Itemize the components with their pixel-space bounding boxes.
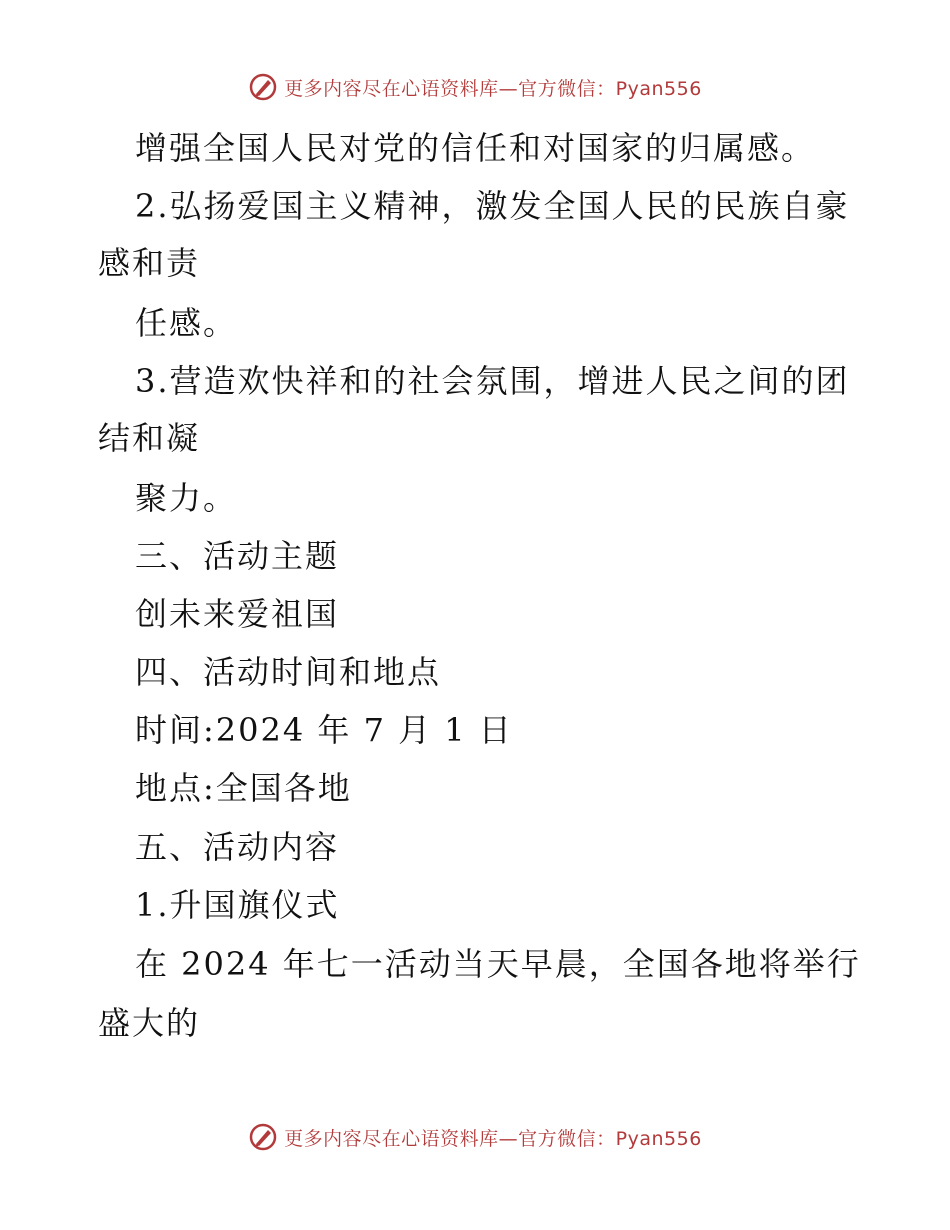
paragraph-line: 在 2024 年七一活动当天早晨，全国各地将举行 bbox=[135, 945, 861, 983]
paragraph-line: 3.营造欢快祥和的社会氛围，增进人民之间的团 bbox=[135, 362, 850, 400]
paragraph-line: 地点:全国各地 bbox=[135, 769, 352, 807]
paragraph-line: 时间:2024 年 7 月 1 日 bbox=[135, 711, 513, 749]
section-heading: 四、活动时间和地点 bbox=[135, 653, 442, 691]
paragraph-line: 聚力。 bbox=[135, 479, 238, 517]
section-heading: 五、活动内容 bbox=[135, 828, 340, 866]
watermark-text: 更多内容尽在心语资料库—官方微信：Pyan556 bbox=[284, 1127, 702, 1150]
paragraph-line: 1.升国旗仪式 bbox=[135, 886, 340, 924]
footer-watermark bbox=[0, 1122, 950, 1152]
paragraph-line: 创未来爱祖国 bbox=[135, 595, 340, 633]
paragraph-line: 盛大的 bbox=[98, 1004, 201, 1042]
paragraph-line: 结和凝 bbox=[98, 419, 201, 457]
section-heading: 三、活动主题 bbox=[135, 537, 340, 575]
header-watermark bbox=[0, 72, 950, 102]
paragraph-line: 增强全国人民对党的信任和对国家的归属感。 bbox=[135, 129, 816, 167]
watermark-text: 更多内容尽在心语资料库—官方微信：Pyan556 bbox=[284, 77, 702, 100]
quill-logo-icon bbox=[248, 72, 278, 102]
paragraph-line: 2.弘扬爱国主义精神，激发全国人民的民族自豪 bbox=[135, 187, 850, 225]
paragraph-line: 感和责 bbox=[98, 244, 201, 282]
paragraph-line: 任感。 bbox=[135, 304, 238, 342]
quill-logo-icon bbox=[248, 1122, 278, 1152]
